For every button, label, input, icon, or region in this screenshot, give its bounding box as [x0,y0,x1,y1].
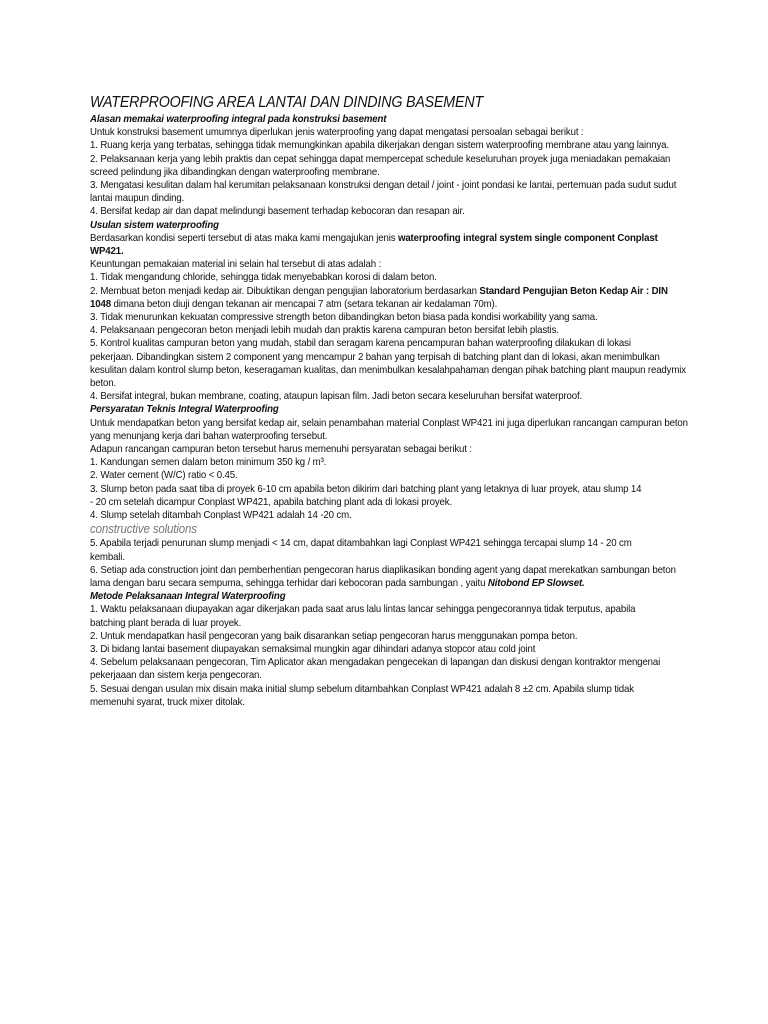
list-item: 4. Pelaksanaan pengecoran beton menjadi lebih mudah dan praktis karena campuran beton bersifat lebih plastis. [90,324,559,337]
section-heading-persyaratan: Persyaratan Teknis Integral Waterproofing [90,403,279,416]
list-item: kembali. [90,550,125,563]
list-item: 1. Kandungan semen dalam beton minimum 350 kg / m³. [90,456,327,469]
text-run: Berdasarkan kondisi seperti tersebut di atas maka kami mengajukan jenis [90,231,398,244]
product-name: waterproofing integral system single component Conplast WP421. [90,231,658,258]
list-item: 3. Di bidang lantai basement diupayakan semaksimal mungkin agar dihindari adanya stopcor atau cold joint [90,642,536,655]
text-run: 2. Membuat beton menjadi kedap air. Dibuktikan dengan pengujian laboratorium berdasarkan [90,284,480,297]
list-item: - 20 cm setelah dicampur Conplast WP421, apabila batching plant ada di lokasi proyek. [90,495,453,508]
list-item: 2. Pelaksanaan kerja yang lebih praktis dan cepat sehingga dapat mempercepat schedule keseluruhan proyek juga meniadakan pemakaian screed pelindung jika dibandingkan dengan waterproofing membrane. [90,152,671,178]
list-item: 3. Slump beton pada saat tiba di proyek 6-10 cm apabila beton dikirim dari batching plant yang letaknya di luar proyek, atau slump 14 [90,482,642,495]
product-name: Nitobond EP Slowset. [487,576,585,589]
text-run: 6. Setiap ada construction joint dan pemberhentian pengecoran harus diaplikasikan bonding agent yang dapat merekatkan sambungan beton lama dengan baru secara sempurna, sehingga terhidar dari kebocoran pada sambungan , yaitu [90,563,676,589]
list-item: memenuhi syarat, truck mixer ditolak. [90,695,245,708]
document-title: WATERPROOFING AREA LANTAI DAN DINDING BASEMENT [90,94,483,111]
list-item: 4. Slump setelah ditambah Conplast WP421 adalah 14 -20 cm. [90,509,352,522]
paragraph: Adapun rancangan campuran beton tersebut harus memenuhi persyaratan sebagai berikut : [90,443,472,456]
paragraph [90,232,690,258]
list-item: 4. Sebelum pelaksanaan pengecoran, Tim Aplicator akan mengadakan pengecekan di lapangan dan diskusi dengan kontraktor mengenai pekerjaaan dan sistem kerja pengecoran. [90,656,661,682]
list-item: 2. Untuk mendapatkan hasil pengecoran yang baik disarankan setiap pengecoran harus menggunakan pompa beton. [90,629,578,642]
list-item: 3. Tidak menurunkan kekuatan compressive strength beton dibandingkan beton biasa pada kondisi workability yang sama. [90,311,598,324]
list-item: 2. Water cement (W/C) ratio < 0.45. [90,469,238,482]
list-item: pekerjaan. Dibandingkan sistem 2 component yang mencampur 2 bahan yang terpisah di batching plant dan di lokasi, akan menimbulkan kesulitan dalam kontrol slump beton, keseragaman kualitas, dan menimbulkan kesalahpahaman dengan pihak batching plant maupun readymix beton. [90,350,686,390]
list-item: 1. Waktu pelaksanaan diupayakan agar dikerjakan pada saat arus lalu lintas lancar sehingga pengecorannya tidak terputus, apabila [90,603,636,616]
list-item: 1. Tidak mengandung chloride, sehingga tidak menyebabkan korosi di dalam beton. [90,271,437,284]
list-item: 5. Kontrol kualitas campuran beton yang mudah, stabil dan seragam karena pencampuran bahan waterproofing dilakukan di lokasi [90,337,631,350]
list-item: 5. Apabila terjadi penurunan slump menjadi < 14 cm, dapat ditambahkan lagi Conplast WP421 sehingga tercapai slump 14 - 20 cm [90,537,632,550]
list-item: 5. Sesuai dengan usulan mix disain maka initial slump sebelum ditambahkan Conplast WP421 adalah 8 ±2 cm. Apabila slump tidak [90,682,634,695]
paragraph: Untuk mendapatkan beton yang bersifat kedap air, selain penambahan material Conplast WP421 ini juga diperlukan rancangan campuran beton yang menunjang kerja dari bahan waterproofing tersebut. [90,416,688,442]
list-item: 1. Ruang kerja yang terbatas, sehingga tidak memungkinkan apabila dikerjakan dengan sistem waterproofing membrane atau yang lainnya. [90,139,669,152]
list-item: 4. Bersifat integral, bukan membrane, coating, ataupun lapisan film. Jadi beton secara keseluruhan bersifat waterproof. [90,390,583,403]
list-item: 4. Bersifat kedap air dan dapat melindungi basement terhadap kebocoran dan resapan air. [90,205,465,218]
list-item [90,564,690,590]
list-item: batching plant berada di luar proyek. [90,616,242,629]
section-heading-usulan: Usulan sistem waterproofing [90,218,219,231]
watermark-text: constructive solutions [90,522,197,537]
standard-name: Standard Pengujian Beton Kedap Air : DIN 1048 [90,284,668,310]
list-item: 3. Mengatasi kesulitan dalam hal kerumitan pelaksanaan konstruksi dengan detail / joint - joint pondasi ke lantai, pertemuan pada sudut sudut lantai maupun dinding. [90,179,677,205]
document-page [90,94,690,709]
list-item [90,285,690,311]
section-heading-metode: Metode Pelaksanaan Integral Waterproofing [90,590,286,603]
paragraph: Keuntungan pemakaian material ini selain hal tersebut di atas adalah : [90,258,382,271]
section-heading-alasan: Alasan memakai waterproofing integral pada konstruksi basement [90,113,387,125]
paragraph: Untuk konstruksi basement umumnya diperlukan jenis waterproofing yang dapat mengatasi persoalan sebagai berikut : [90,126,584,139]
text-run: dimana beton diuji dengan tekanan air mencapai 7 atm (setara tekanan air kedalaman 70m). [110,297,498,310]
